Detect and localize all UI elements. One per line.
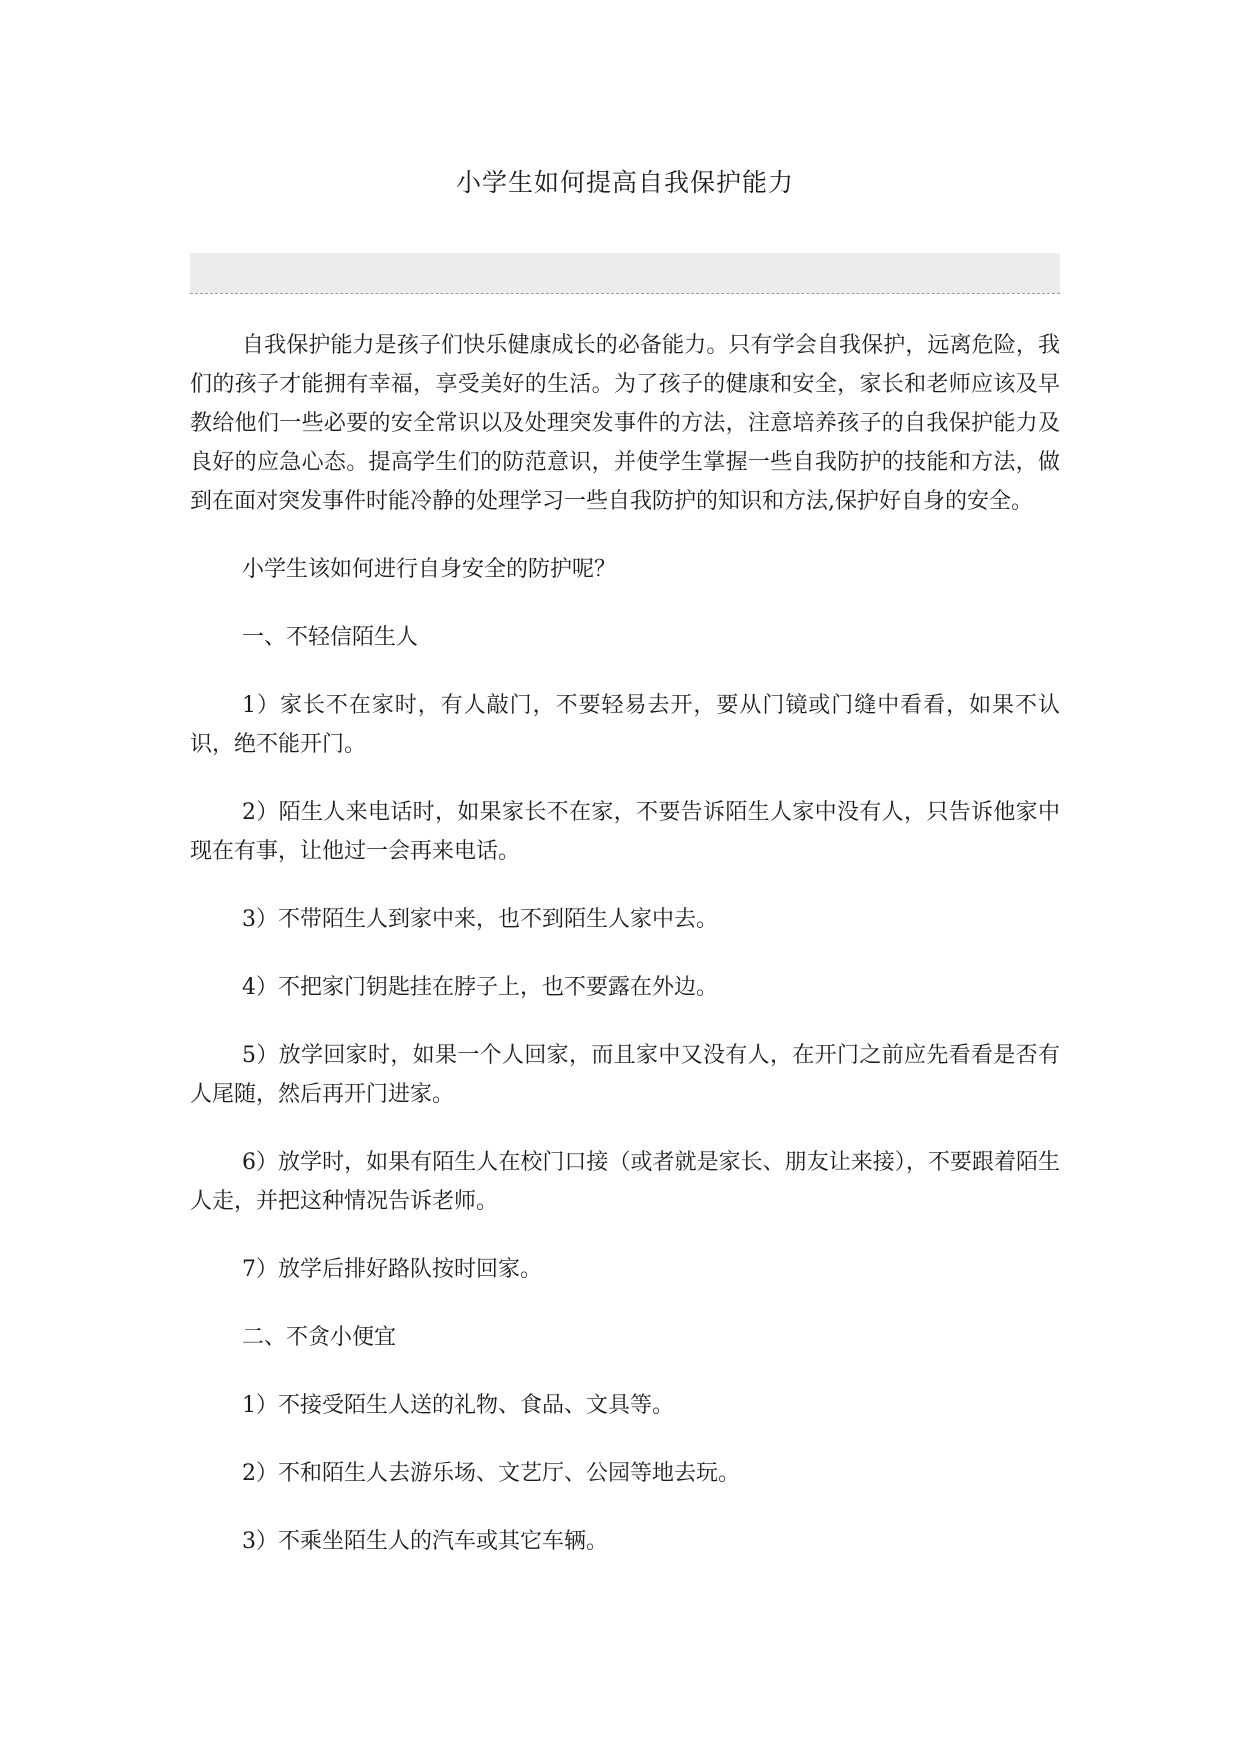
list-item: 6）放学时，如果有陌生人在校门口接（或者就是家长、朋友让来接），不要跟着陌生人走，并把这种情况告诉老师。 <box>190 1150 1060 1214</box>
list-item: 1）不接受陌生人送的礼物、食品、文具等。 <box>242 1393 674 1418</box>
section-heading-2: 二、不贪小便宜 <box>242 1325 397 1350</box>
page-title: 小学生如何提高自我保护能力 <box>455 168 794 197</box>
list-item: 2）陌生人来电话时，如果家长不在家，不要告诉陌生人家中没有人，只告诉他家中现在有事，让他过一会再来电话。 <box>190 800 1060 864</box>
section-heading-1: 一、不轻信陌生人 <box>242 625 419 650</box>
list-item: 3）不带陌生人到家中来，也不到陌生人家中去。 <box>242 907 718 932</box>
header-band <box>190 253 1060 293</box>
intro-paragraph: 自我保护能力是孩子们快乐健康成长的必备能力。只有学会自我保护，远离危险，我们的孩子才能拥有幸福，享受美好的生活。为了孩子的健康和安全，家长和老师应该及早教给他们一些必要的安全常识以及处理突发事件的方法，注意培养孩子的自我保护能力及良好的应急心态。提高学生们的防范意识，并使学生掌握一些自我防护的技能和方法，做到在面对突发事件时能冷静的处理学习一些自我防护的知识和方法,保护好自身的安全。 <box>190 333 1060 514</box>
question-paragraph: 小学生该如何进行自身安全的防护呢？ <box>242 557 617 582</box>
list-item: 5）放学回家时，如果一个人回家，而且家中又没有人，在开门之前应先看看是否有人尾随，然后再开门进家。 <box>190 1043 1060 1107</box>
list-item: 2）不和陌生人去游乐场、文艺厅、公园等地去玩。 <box>242 1461 740 1486</box>
list-item: 1）家长不在家时，有人敲门，不要轻易去开，要从门镜或门缝中看看，如果不认识，绝不能开门。 <box>190 693 1060 757</box>
list-item: 7）放学后排好路队按时回家。 <box>242 1257 542 1282</box>
article-body <box>190 326 1060 1590</box>
list-item: 3）不乘坐陌生人的汽车或其它车辆。 <box>242 1529 608 1554</box>
list-item: 4）不把家门钥匙挂在脖子上，也不要露在外边。 <box>242 975 718 1000</box>
dashed-divider <box>190 293 1060 294</box>
